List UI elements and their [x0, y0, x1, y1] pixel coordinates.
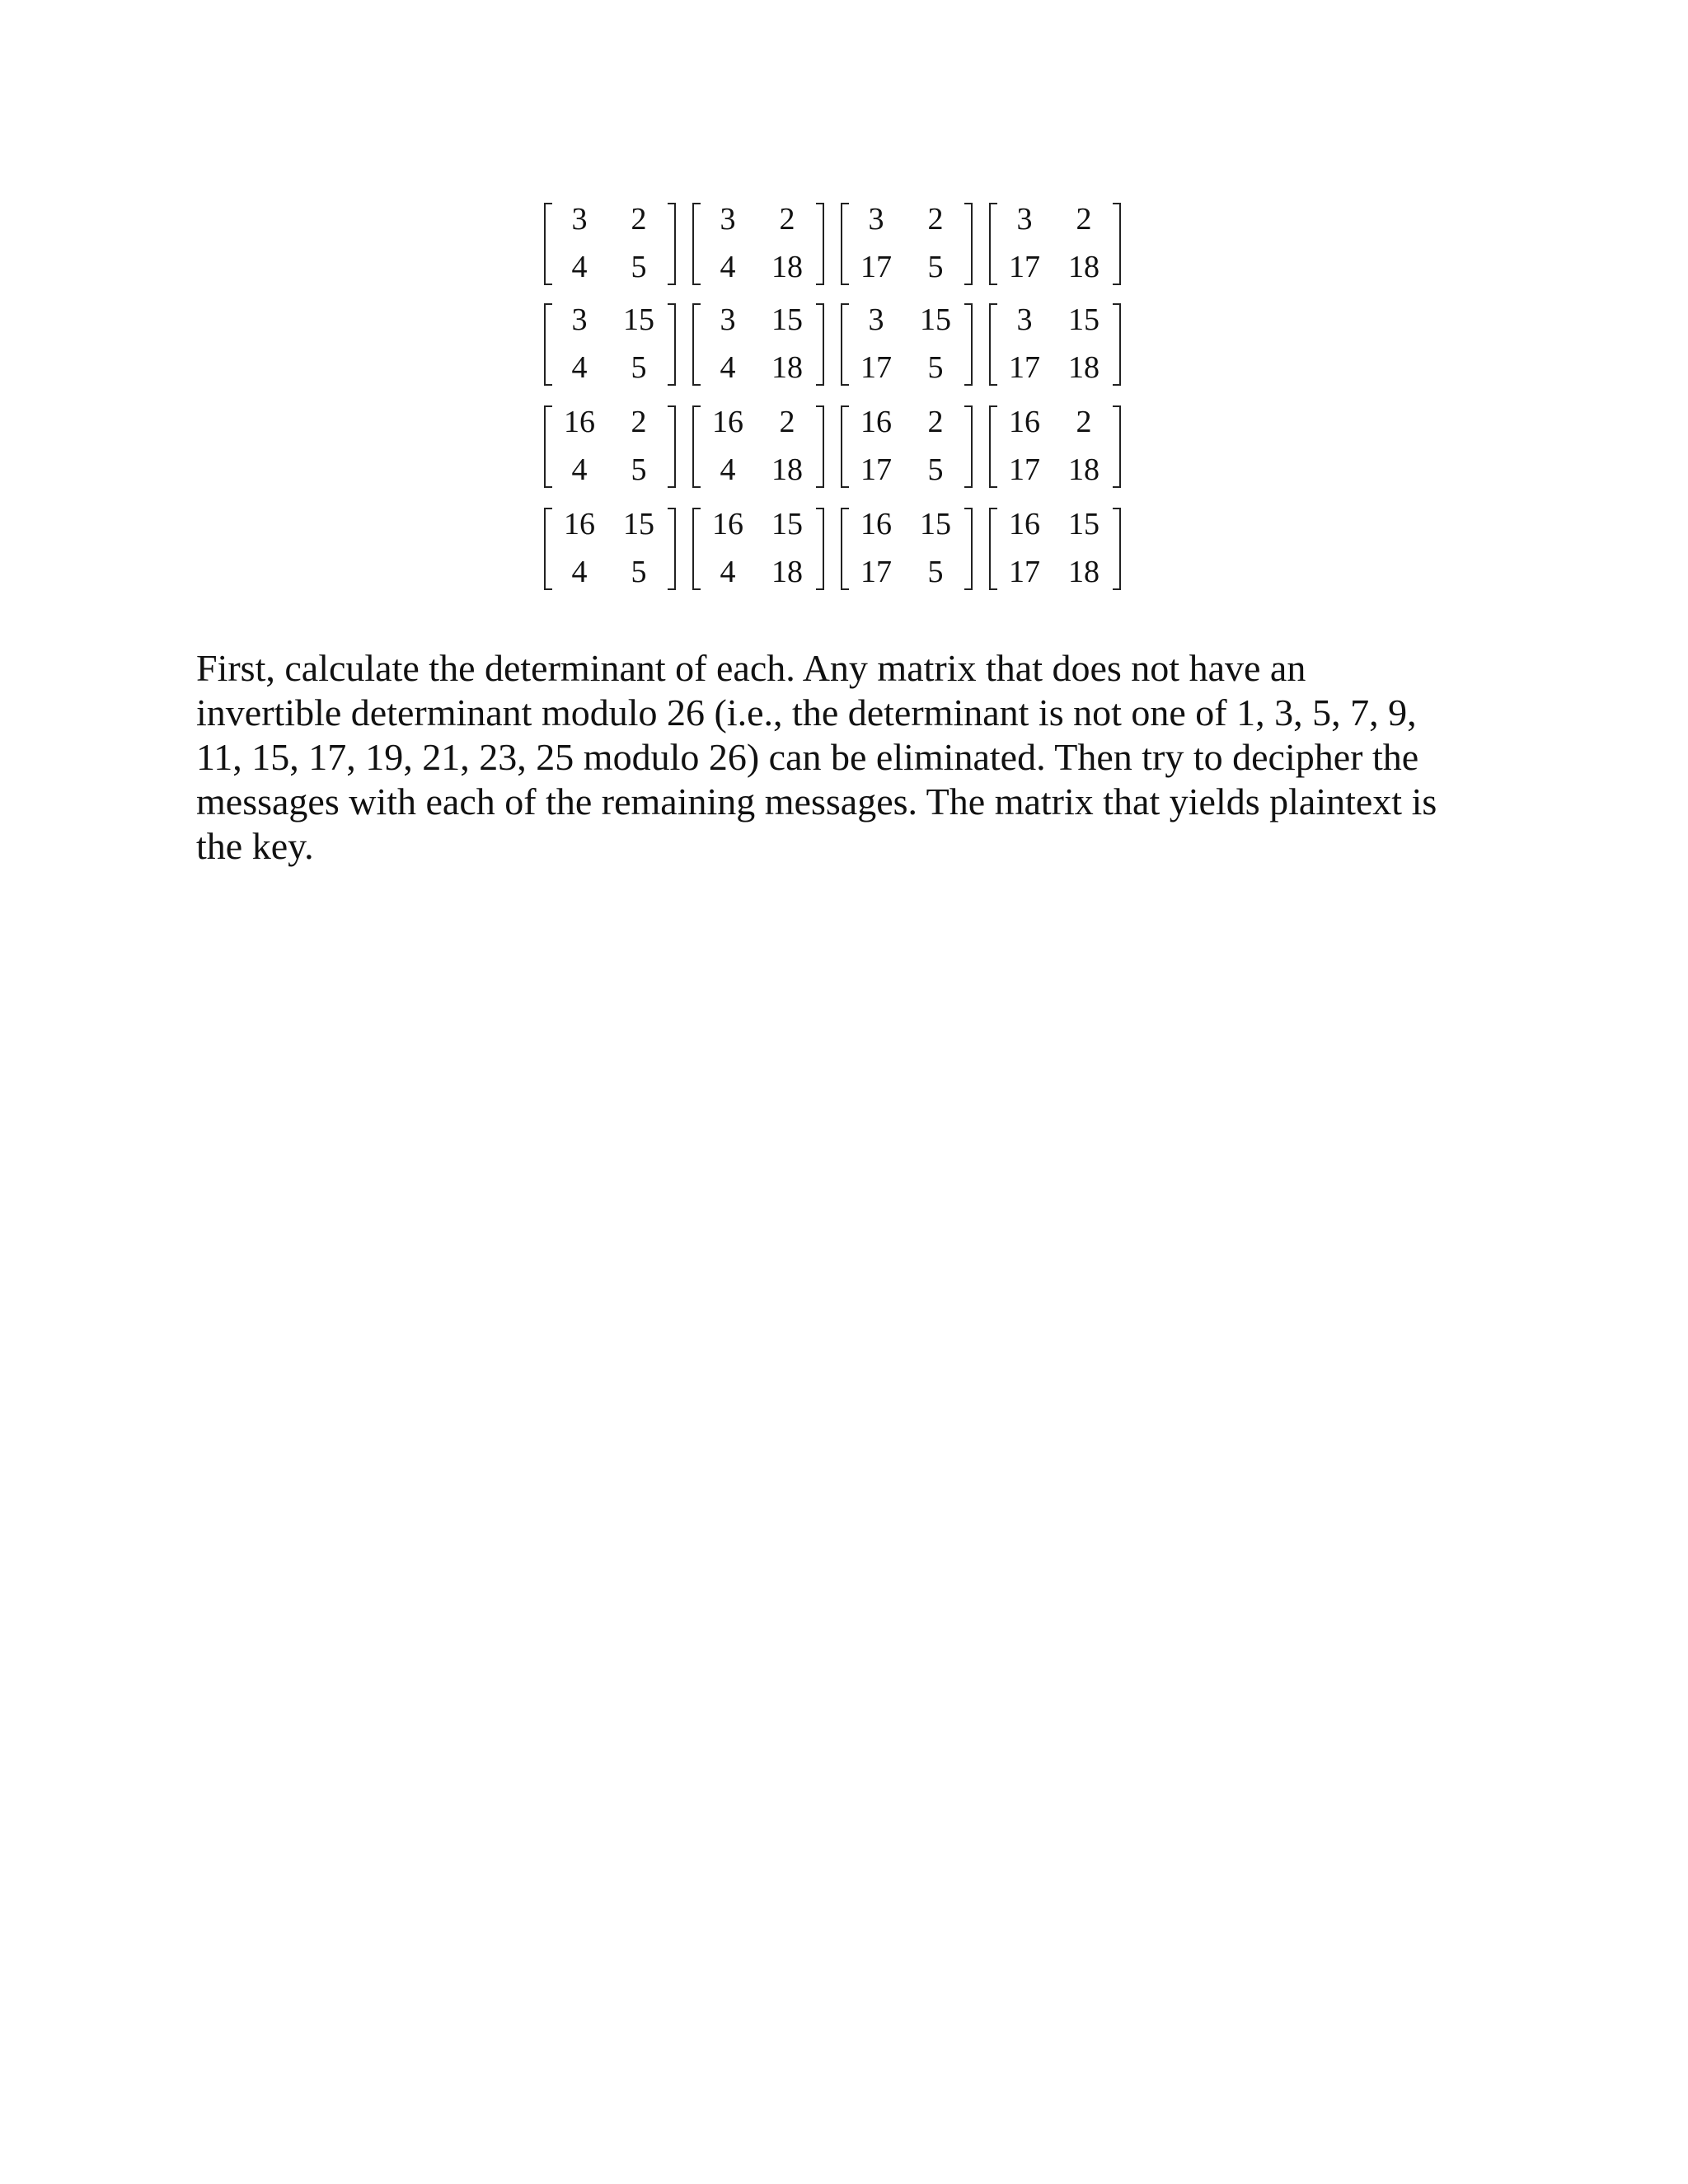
matrix-entry: 2 — [1076, 405, 1092, 439]
left-bracket — [692, 303, 701, 386]
matrix-entry: 4 — [571, 350, 588, 385]
matrix-entry: 5 — [927, 350, 944, 385]
matrix — [692, 196, 824, 292]
right-bracket — [668, 203, 676, 285]
matrix-entry: 18 — [771, 250, 803, 284]
right-bracket — [1113, 303, 1121, 386]
matrix-entry: 17 — [1009, 350, 1040, 385]
matrix-entry: 5 — [927, 555, 944, 589]
matrix-entry: 5 — [631, 250, 647, 284]
right-bracket — [1113, 203, 1121, 285]
matrix-entry: 4 — [720, 250, 736, 284]
matrix-entry: 5 — [631, 555, 647, 589]
right-bracket — [964, 405, 973, 488]
right-bracket — [964, 303, 973, 386]
matrix-entry: 4 — [571, 555, 588, 589]
matrix-entry: 18 — [771, 555, 803, 589]
matrix-entry: 2 — [779, 202, 795, 237]
matrix-entry: 17 — [1009, 555, 1040, 589]
right-bracket — [668, 508, 676, 590]
matrix-entry: 5 — [631, 452, 647, 487]
left-bracket — [544, 405, 552, 488]
matrix-entry: 17 — [860, 555, 892, 589]
matrix-entry: 3 — [1016, 302, 1033, 337]
matrix-entry: 3 — [868, 302, 884, 337]
left-bracket — [841, 203, 849, 285]
left-bracket — [989, 508, 997, 590]
matrix-entry: 16 — [712, 405, 743, 439]
left-bracket — [989, 203, 997, 285]
matrix-entry: 18 — [1068, 452, 1100, 487]
matrix-entry: 15 — [771, 507, 803, 541]
matrix-entry: 15 — [920, 507, 951, 541]
matrix-entry: 15 — [623, 302, 654, 337]
matrix-entry: 16 — [564, 405, 595, 439]
matrix-entry: 18 — [1068, 350, 1100, 385]
right-bracket — [816, 508, 824, 590]
left-bracket — [692, 203, 701, 285]
matrix-entry: 3 — [720, 302, 736, 337]
matrix — [692, 297, 824, 392]
right-bracket — [1113, 508, 1121, 590]
right-bracket — [668, 405, 676, 488]
matrix — [544, 196, 676, 292]
right-bracket — [964, 508, 973, 590]
matrix-entry: 4 — [571, 250, 588, 284]
left-bracket — [989, 303, 997, 386]
left-bracket — [544, 303, 552, 386]
matrix-entry: 2 — [927, 405, 944, 439]
matrix-entry: 17 — [860, 250, 892, 284]
matrix — [841, 297, 973, 392]
matrix — [841, 501, 973, 597]
right-bracket — [816, 303, 824, 386]
matrix — [692, 399, 824, 494]
matrix-entry: 3 — [571, 302, 588, 337]
right-bracket — [816, 203, 824, 285]
matrix — [989, 501, 1121, 597]
left-bracket — [692, 405, 701, 488]
matrix-entry: 2 — [1076, 202, 1092, 237]
matrix-entry: 18 — [771, 350, 803, 385]
matrix-entry: 5 — [927, 250, 944, 284]
matrix-entry: 17 — [860, 452, 892, 487]
matrix — [989, 196, 1121, 292]
matrix — [841, 196, 973, 292]
matrix-entry: 18 — [1068, 250, 1100, 284]
matrix-entry: 16 — [712, 507, 743, 541]
left-bracket — [544, 508, 552, 590]
left-bracket — [841, 405, 849, 488]
matrix-grid — [544, 196, 1137, 608]
matrix — [544, 399, 676, 494]
matrix — [692, 501, 824, 597]
matrix-entry: 16 — [564, 507, 595, 541]
left-bracket — [544, 203, 552, 285]
matrix-entry: 16 — [860, 405, 892, 439]
matrix-entry: 16 — [1009, 507, 1040, 541]
matrix-entry: 2 — [631, 405, 647, 439]
matrix-entry: 2 — [927, 202, 944, 237]
matrix-entry: 4 — [720, 452, 736, 487]
matrix-entry: 17 — [1009, 250, 1040, 284]
matrix — [989, 399, 1121, 494]
matrix-entry: 17 — [860, 350, 892, 385]
instruction-paragraph: First, calculate the determinant of each. Any matrix that does not have an invertible determinant modulo 26 (i.e., the determinant is not one of 1, 3, 5, 7, 9, 11, 15, 17, 19, 21, 23, 25 modulo 26) can be eliminated. Then try to decipher the messages with each of the remaining messages. The matrix that yields plaintext is the key. — [196, 647, 1437, 867]
matrix-entry: 3 — [571, 202, 588, 237]
matrix — [989, 297, 1121, 392]
matrix-entry: 5 — [927, 452, 944, 487]
left-bracket — [841, 303, 849, 386]
matrix-entry: 4 — [571, 452, 588, 487]
matrix-entry: 15 — [771, 302, 803, 337]
matrix-entry: 15 — [1068, 507, 1100, 541]
matrix-entry: 18 — [771, 452, 803, 487]
matrix-entry: 2 — [631, 202, 647, 237]
matrix — [544, 297, 676, 392]
right-bracket — [816, 405, 824, 488]
matrix — [841, 399, 973, 494]
matrix-entry: 3 — [1016, 202, 1033, 237]
matrix-entry: 16 — [860, 507, 892, 541]
matrix-entry: 4 — [720, 350, 736, 385]
matrix-entry: 2 — [779, 405, 795, 439]
matrix-entry: 5 — [631, 350, 647, 385]
matrix — [544, 501, 676, 597]
matrix-entry: 16 — [1009, 405, 1040, 439]
right-bracket — [668, 303, 676, 386]
matrix-entry: 15 — [623, 507, 654, 541]
left-bracket — [692, 508, 701, 590]
right-bracket — [1113, 405, 1121, 488]
matrix-entry: 15 — [1068, 302, 1100, 337]
matrix-entry: 3 — [868, 202, 884, 237]
matrix-entry: 18 — [1068, 555, 1100, 589]
matrix-entry: 3 — [720, 202, 736, 237]
right-bracket — [964, 203, 973, 285]
matrix-entry: 4 — [720, 555, 736, 589]
matrix-entry: 17 — [1009, 452, 1040, 487]
left-bracket — [841, 508, 849, 590]
matrix-entry: 15 — [920, 302, 951, 337]
left-bracket — [989, 405, 997, 488]
